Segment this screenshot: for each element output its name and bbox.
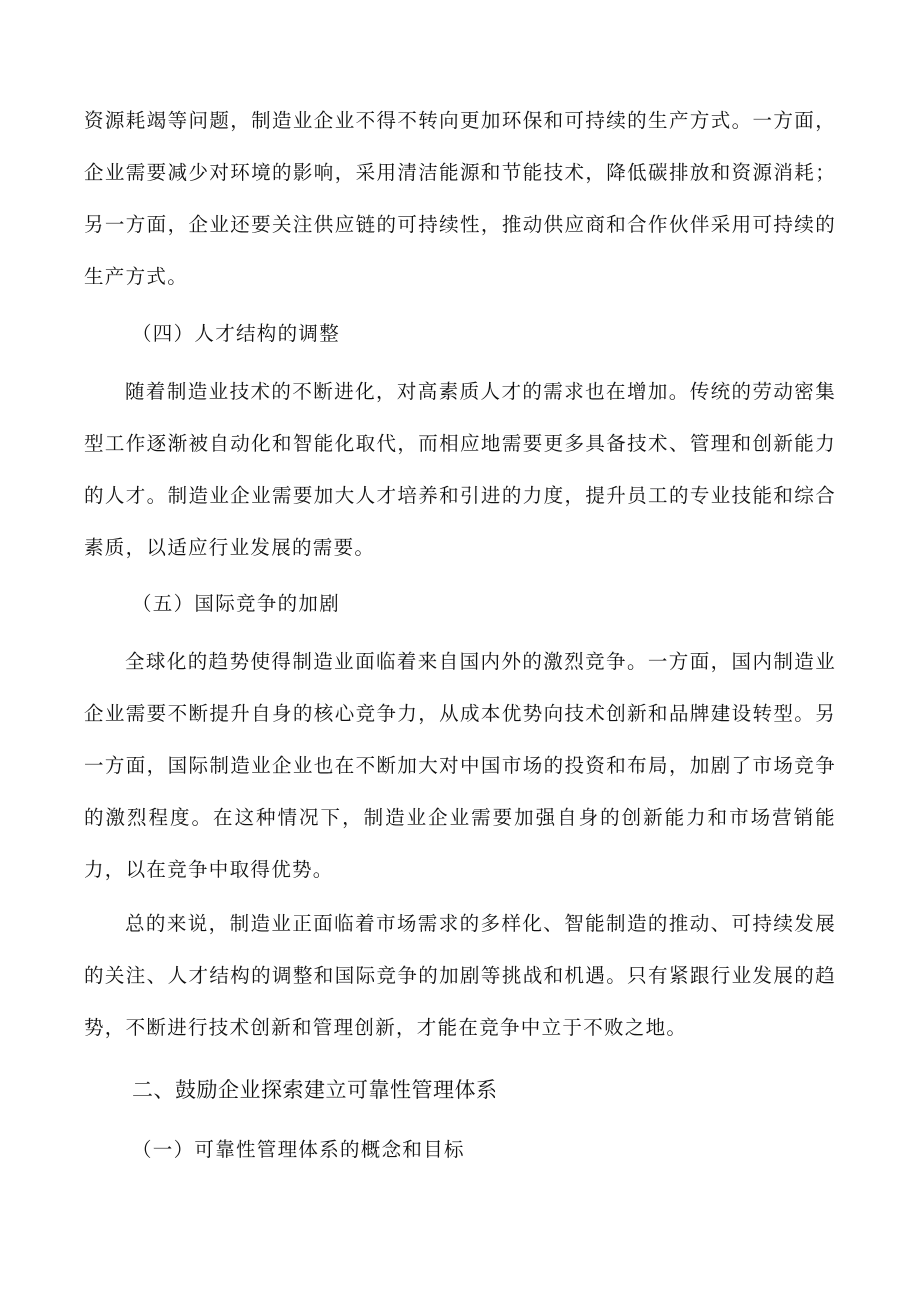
- section-heading-reliability-management: 二、鼓励企业探索建立可靠性管理体系: [132, 1078, 498, 1102]
- subheading-international-competition: （五）国际竞争的加剧: [132, 592, 341, 615]
- subsection-heading-concept-and-goals: （一）可靠性管理体系的概念和目标: [132, 1138, 465, 1161]
- paragraph-international-competition: 全球化的趋势使得制造业面临着来自国内外的激烈竞争。一方面，国内制造业企业需要不断提升自身的核心竞争力，从成本优势向技术创新和品牌建设转型。另一方面，国际制造业企业也在不断加大对中国市场的投资和布局，加剧了市场竞争的激烈程度。在这种情况下，制造业企业需要加强自身的创新能力和市场营销能力，以在竞争中取得优势。: [84, 650, 836, 881]
- paragraph-sustainability: 资源耗竭等问题，制造业企业不得不转向更加环保和可持续的生产方式。一方面，企业需要减少对环境的影响，采用清洁能源和节能技术，降低碳排放和资源消耗；另一方面，企业还要关注供应链的可持续性，推动供应商和合作伙伴采用可持续的生产方式。: [84, 109, 836, 288]
- subheading-talent-structure: （四）人才结构的调整: [132, 322, 341, 345]
- paragraph-talent-structure: 随着制造业技术的不断进化，对高素质人才的需求也在增加。传统的劳动密集型工作逐渐被自动化和智能化取代，而相应地需要更多具备技术、管理和创新能力的人才。制造业企业需要加大人才培养和引进的力度，提升员工的专业技能和综合素质，以适应行业发展的需要。: [84, 380, 836, 559]
- paragraph-summary: 总的来说，制造业正面临着市场需求的多样化、智能制造的推动、可持续发展的关注、人才结构的调整和国际竞争的加剧等挑战和机遇。只有紧跟行业发展的趋势，不断进行技术创新和管理创新，才能在竞争中立于不败之地。: [84, 912, 836, 1039]
